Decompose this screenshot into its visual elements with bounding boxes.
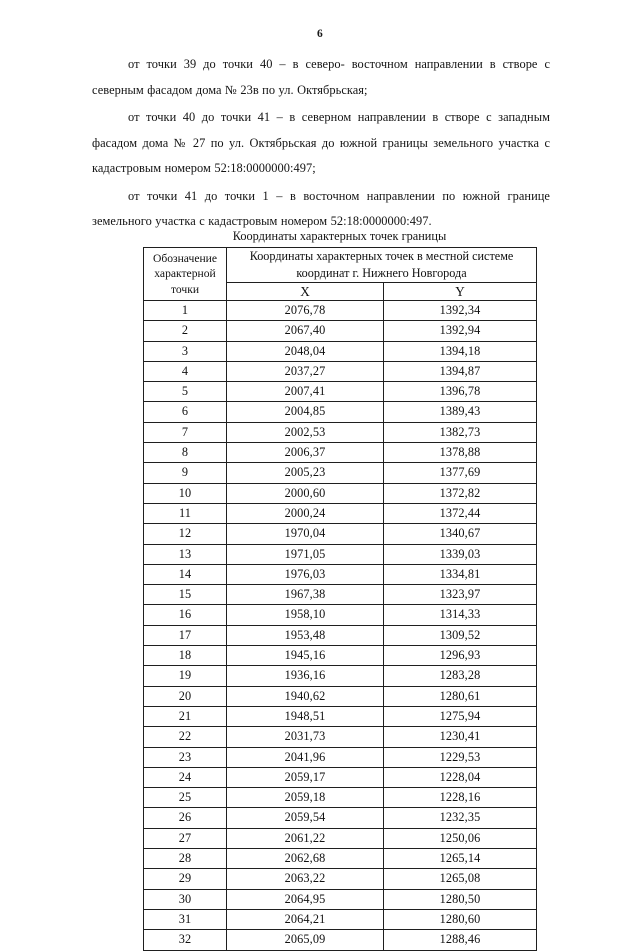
- cell-n: 22: [144, 727, 227, 747]
- cell-n: 21: [144, 706, 227, 726]
- cell-y: 1228,04: [384, 767, 537, 787]
- cell-y: 1372,44: [384, 503, 537, 523]
- cell-x: 2076,78: [227, 301, 384, 321]
- cell-y: 1296,93: [384, 646, 537, 666]
- coordinates-table: [143, 247, 537, 951]
- body-text-block: [92, 52, 550, 237]
- cell-x: 2002,53: [227, 422, 384, 442]
- cell-n: 10: [144, 483, 227, 503]
- cell-x: 1970,04: [227, 524, 384, 544]
- cell-n: 27: [144, 828, 227, 848]
- cell-y: 1265,14: [384, 849, 537, 869]
- cell-x: 2059,18: [227, 788, 384, 808]
- table-row: [144, 686, 537, 706]
- cell-n: 24: [144, 767, 227, 787]
- cell-x: 2007,41: [227, 382, 384, 402]
- cell-y: 1275,94: [384, 706, 537, 726]
- cell-x: 2037,27: [227, 361, 384, 381]
- table-row: [144, 321, 537, 341]
- table-row: [144, 463, 537, 483]
- cell-y: 1280,60: [384, 909, 537, 929]
- cell-n: 6: [144, 402, 227, 422]
- cell-y: 1229,53: [384, 747, 537, 767]
- cell-y: 1230,41: [384, 727, 537, 747]
- cell-y: 1372,82: [384, 483, 537, 503]
- cell-n: 12: [144, 524, 227, 544]
- cell-n: 28: [144, 849, 227, 869]
- cell-n: 29: [144, 869, 227, 889]
- table-row: [144, 483, 537, 503]
- cell-x: 1976,03: [227, 564, 384, 584]
- cell-y: 1394,18: [384, 341, 537, 361]
- cell-y: 1280,50: [384, 889, 537, 909]
- table-row: [144, 443, 537, 463]
- table-row: [144, 605, 537, 625]
- cell-n: 16: [144, 605, 227, 625]
- cell-x: 2048,04: [227, 341, 384, 361]
- table-row: [144, 301, 537, 321]
- table-row: [144, 828, 537, 848]
- table-row: [144, 788, 537, 808]
- cell-x: 1948,51: [227, 706, 384, 726]
- table-row: [144, 382, 537, 402]
- table-row: [144, 727, 537, 747]
- cell-y: 1339,03: [384, 544, 537, 564]
- cell-y: 1288,46: [384, 930, 537, 950]
- cell-n: 13: [144, 544, 227, 564]
- cell-n: 17: [144, 625, 227, 645]
- cell-y: 1265,08: [384, 869, 537, 889]
- table-row: [144, 564, 537, 584]
- cell-n: 18: [144, 646, 227, 666]
- cell-n: 32: [144, 930, 227, 950]
- cell-n: 2: [144, 321, 227, 341]
- table-row: [144, 524, 537, 544]
- header-local-coordinate-system: Координаты характерных точек в местной системе координат г. Нижнего Новгорода: [227, 248, 537, 283]
- table-row: [144, 666, 537, 686]
- table-row: [144, 889, 537, 909]
- cell-y: 1378,88: [384, 443, 537, 463]
- cell-n: 11: [144, 503, 227, 523]
- cell-y: 1392,34: [384, 301, 537, 321]
- cell-x: 2065,09: [227, 930, 384, 950]
- cell-n: 1: [144, 301, 227, 321]
- cell-x: 1967,38: [227, 585, 384, 605]
- cell-n: 25: [144, 788, 227, 808]
- cell-y: 1377,69: [384, 463, 537, 483]
- cell-x: 2005,23: [227, 463, 384, 483]
- table-row: [144, 625, 537, 645]
- table-row: [144, 869, 537, 889]
- cell-x: 2063,22: [227, 869, 384, 889]
- table-row: [144, 544, 537, 564]
- cell-x: 2067,40: [227, 321, 384, 341]
- cell-y: 1250,06: [384, 828, 537, 848]
- cell-y: 1309,52: [384, 625, 537, 645]
- cell-n: 4: [144, 361, 227, 381]
- cell-y: 1382,73: [384, 422, 537, 442]
- cell-n: 14: [144, 564, 227, 584]
- table-row: [144, 849, 537, 869]
- cell-x: 2059,17: [227, 767, 384, 787]
- cell-x: 2061,22: [227, 828, 384, 848]
- table-row: [144, 402, 537, 422]
- cell-y: 1228,16: [384, 788, 537, 808]
- table-row: [144, 747, 537, 767]
- cell-y: 1283,28: [384, 666, 537, 686]
- cell-x: 1940,62: [227, 686, 384, 706]
- cell-n: 3: [144, 341, 227, 361]
- page-number: 6: [317, 28, 323, 40]
- table-body: [144, 301, 537, 951]
- cell-n: 5: [144, 382, 227, 402]
- header-x: X: [227, 283, 384, 301]
- table-row: [144, 808, 537, 828]
- header-y: Y: [384, 283, 537, 301]
- cell-y: 1323,97: [384, 585, 537, 605]
- cell-y: 1340,67: [384, 524, 537, 544]
- cell-x: 2064,95: [227, 889, 384, 909]
- cell-x: 2059,54: [227, 808, 384, 828]
- table-row: [144, 503, 537, 523]
- cell-y: 1396,78: [384, 382, 537, 402]
- cell-y: 1334,81: [384, 564, 537, 584]
- cell-y: 1389,43: [384, 402, 537, 422]
- cell-x: 2062,68: [227, 849, 384, 869]
- cell-x: 1953,48: [227, 625, 384, 645]
- cell-x: 2006,37: [227, 443, 384, 463]
- table-header-row-1: [144, 248, 537, 283]
- table-row: [144, 341, 537, 361]
- cell-x: 2041,96: [227, 747, 384, 767]
- cell-x: 1971,05: [227, 544, 384, 564]
- table-row: [144, 585, 537, 605]
- table-header: [144, 248, 537, 301]
- cell-x: 1958,10: [227, 605, 384, 625]
- cell-x: 2000,24: [227, 503, 384, 523]
- paragraph-3: от точки 41 до точки 1 – в восточном направлении по южной границе земельного участка с кадастровым номером 52:18:0000000:497.: [92, 188, 550, 228]
- table-row: [144, 767, 537, 787]
- cell-n: 23: [144, 747, 227, 767]
- cell-x: 1945,16: [227, 646, 384, 666]
- cell-n: 7: [144, 422, 227, 442]
- cell-n: 19: [144, 666, 227, 686]
- cell-n: 15: [144, 585, 227, 605]
- cell-y: 1280,61: [384, 686, 537, 706]
- cell-x: 2004,85: [227, 402, 384, 422]
- header-point-designation: Обозначение характерной точки: [144, 248, 227, 301]
- cell-x: 2000,60: [227, 483, 384, 503]
- cell-y: 1394,87: [384, 361, 537, 381]
- cell-y: 1232,35: [384, 808, 537, 828]
- cell-n: 8: [144, 443, 227, 463]
- table-row: [144, 706, 537, 726]
- cell-n: 9: [144, 463, 227, 483]
- cell-x: 2031,73: [227, 727, 384, 747]
- cell-y: 1314,33: [384, 605, 537, 625]
- table-caption: Координаты характерных точек границы: [232, 229, 447, 243]
- paragraph-2: от точки 40 до точки 41 – в северном направлении в створе с западным фасадом дома № 27 по ул. Октябрьская до южной границы земельного участка с кадастровым номером 52:18:0000000:497;: [92, 110, 550, 175]
- cell-n: 30: [144, 889, 227, 909]
- table-row: [144, 361, 537, 381]
- table-row: [144, 909, 537, 929]
- table-row: [144, 646, 537, 666]
- cell-n: 20: [144, 686, 227, 706]
- paragraph-1: от точки 39 до точки 40 – в северо- восточном направлении в створе с северным фасадом дома № 23в по ул. Октябрьская;: [92, 57, 550, 97]
- cell-x: 2064,21: [227, 909, 384, 929]
- cell-n: 31: [144, 909, 227, 929]
- table-row: [144, 422, 537, 442]
- cell-y: 1392,94: [384, 321, 537, 341]
- cell-x: 1936,16: [227, 666, 384, 686]
- table-row: [144, 930, 537, 950]
- cell-n: 26: [144, 808, 227, 828]
